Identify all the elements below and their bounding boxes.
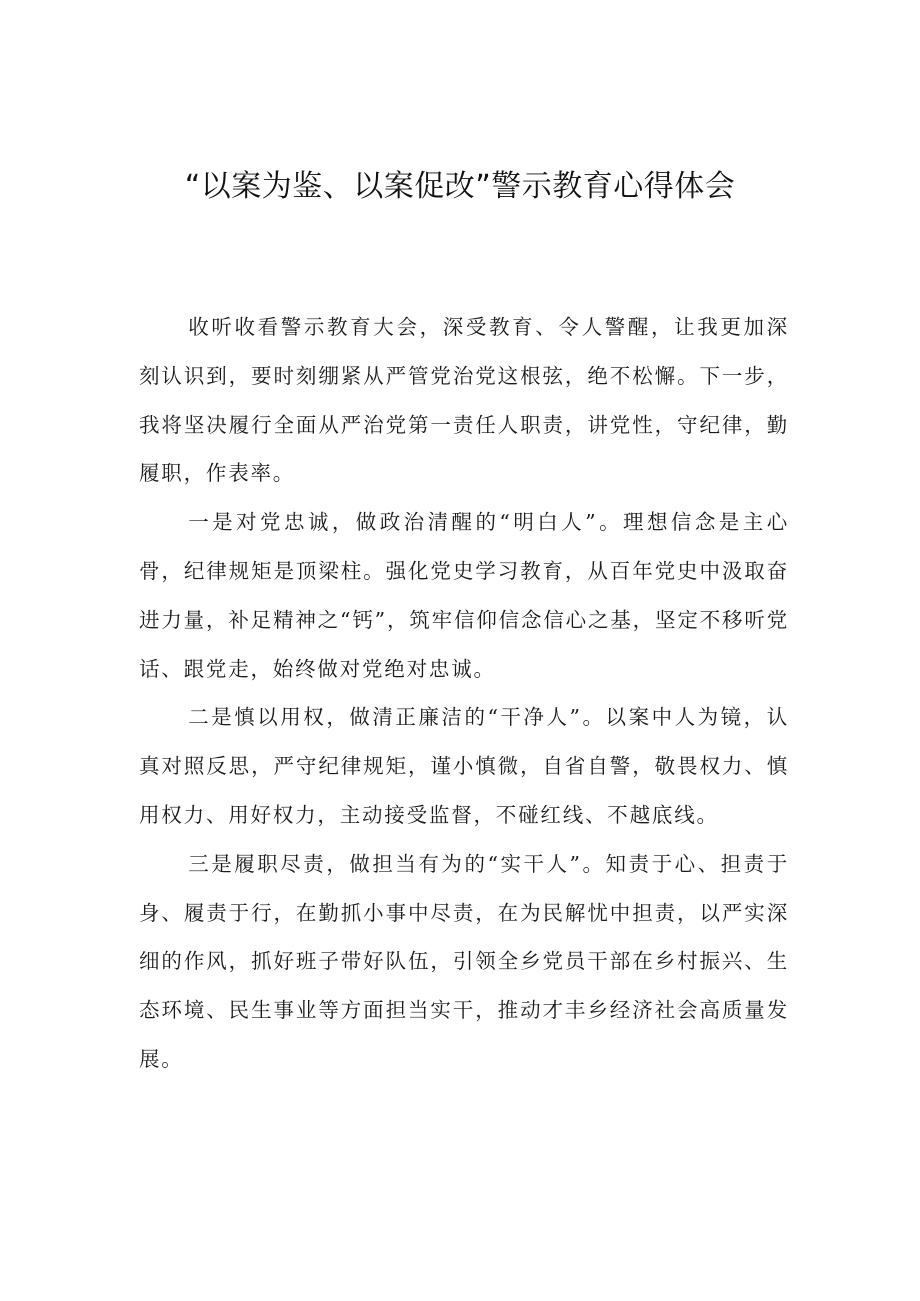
paragraph-integrity: 二是慎以用权，做清正廉洁的“干净人”。以案中人为镜，认真对照反思，严守纪律规矩，谨小慎微，自省自警，敬畏权力、慎用权力、用好权力，主动接受监督，不碰红线、不越底线。 bbox=[139, 705, 789, 827]
paragraph-loyalty: 一是对党忠诚，做政治清醒的“明白人”。理想信念是主心骨，纪律规矩是顶梁柱。强化党史学习教育，从百年党史中汲取奋进力量，补足精神之“钙”，筑牢信仰信念信心之基，坚定不移听党话、跟党走，始终做对党绝对忠诚。 bbox=[139, 510, 789, 681]
document-body bbox=[139, 303, 789, 1084]
paragraph-intro: 收听收看警示教育大会，深受教育、令人警醒，让我更加深刻认识到，要时刻绷紧从严管党治党这根弦，绝不松懈。下一步，我将坚决履行全面从严治党第一责任人职责，讲党性，守纪律，勤履职，作表率。 bbox=[139, 315, 789, 486]
paragraph-responsibility: 三是履职尽责，做担当有为的“实干人”。知责于心、担责于身、履责于行，在勤抓小事中尽责，在为民解忧中担责，以严实深细的作风，抓好班子带好队伍，引领全乡党员干部在乡村振兴、生态环境、民生事业等方面担当实干，推动才丰乡经济社会高质量发展。 bbox=[139, 851, 789, 1071]
document-title: “以案为鉴、以案促改”警示教育心得体会 bbox=[184, 169, 736, 204]
